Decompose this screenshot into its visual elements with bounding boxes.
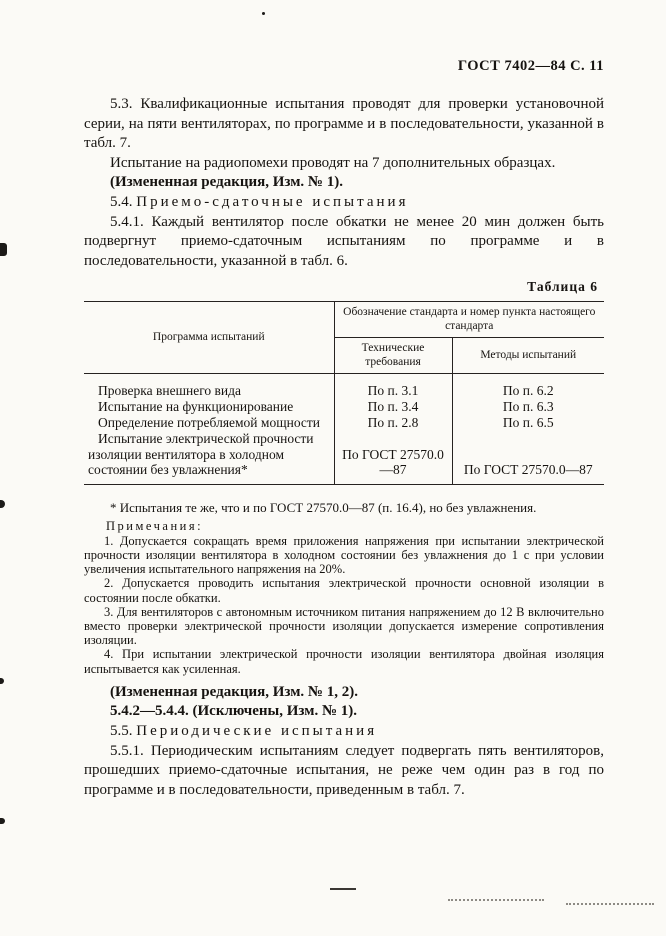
cell-method: По ГОСТ 27570.0—87 xyxy=(452,431,604,485)
scan-artifact xyxy=(0,500,5,508)
cell-tech: По п. 2.8 xyxy=(334,415,452,431)
cell-method: По п. 6.5 xyxy=(452,415,604,431)
cell-program: Проверка внешнего вида xyxy=(98,383,241,399)
section-5-5-title: Периодические испытания xyxy=(136,722,378,739)
scan-artifact xyxy=(0,678,4,684)
cell-program: Испытание электрической прочности изоляции вентилятора в холодном состоянии без увлажнения* xyxy=(88,430,314,478)
cell-method: По п. 6.3 xyxy=(452,399,604,415)
cell-tech: По ГОСТ 27570.0—87 xyxy=(334,431,452,485)
excluded-clauses-note: 5.4.2—5.4.4. (Исключены, Изм. № 1). xyxy=(110,703,358,720)
notes-section xyxy=(84,519,604,676)
scan-artifact xyxy=(448,899,544,901)
paragraph-5-4-1: 5.4.1. Каждый вентилятор после обкатки не менее 20 мин должен быть подвергнут приемо-сдаточным испытаниям по программе и в последовательности, указанной в табл. 6. xyxy=(84,213,604,269)
table-row xyxy=(84,431,604,485)
paragraph-radio-tests: Испытание на радиопомехи проводят на 7 дополнительных образцах. xyxy=(110,154,556,171)
scan-artifact xyxy=(0,243,7,256)
column-header-tech-requirements: Технические требования xyxy=(334,338,452,374)
amendment-note-1: (Измененная редакция, Изм. № 1). xyxy=(110,174,344,191)
scan-artifact xyxy=(262,12,265,15)
test-program-table xyxy=(84,301,604,485)
section-5-5-number: 5.5. xyxy=(110,722,133,739)
table-row xyxy=(84,374,604,399)
section-5-4-heading xyxy=(84,193,604,213)
column-header-program: Программа испытаний xyxy=(84,302,334,374)
column-header-test-methods: Методы испытаний xyxy=(452,338,604,374)
cell-program: Определение потребляемой мощности xyxy=(98,414,321,430)
page-header xyxy=(84,58,604,75)
section-5-4-number: 5.4. xyxy=(110,193,133,210)
table-header xyxy=(84,302,604,374)
note-item: 4. При испытании электрической прочности изоляции вентилятора двойная изоляция испытывается как усиленная. xyxy=(84,647,604,676)
table-footnote: * Испытания те же, что и по ГОСТ 27570.0—87 (п. 16.4), но без увлажнения. xyxy=(110,500,537,516)
scan-artifact xyxy=(566,903,654,905)
paragraph-5-5-1: 5.5.1. Периодическим испытаниям следует подвергать пять вентиляторов, прошедших приемо-сдаточные испытания, не реже чем один раз в год по программе и в последовательности, приведенным в табл. 7. xyxy=(84,742,604,798)
doc-reference: ГОСТ 7402—84 С. 11 xyxy=(457,58,604,74)
scan-artifact xyxy=(330,888,356,890)
cell-method: По п. 6.2 xyxy=(452,374,604,399)
table-header-row xyxy=(84,302,604,338)
cell-program: Испытание на функционирование xyxy=(98,399,294,415)
section-5-4-title: Приемо-сдаточные испытания xyxy=(136,193,409,210)
tail-text xyxy=(84,683,604,801)
table-caption: Таблица 6 xyxy=(527,279,598,295)
body-text xyxy=(84,95,604,271)
note-item: 3. Для вентиляторов с автономным источником питания напряжением до 12 В включительно вместо проверки электрической прочности изоляции допускается измерение сопротивления изоляции. xyxy=(84,604,604,648)
table-row xyxy=(84,415,604,431)
notes-title: Примечания: xyxy=(106,518,204,533)
cell-tech: По п. 3.1 xyxy=(334,374,452,399)
amendment-note-2: (Измененная редакция, Изм. № 1, 2). xyxy=(110,683,359,700)
column-group-header: Обозначение стандарта и номер пункта настоящего стандарта xyxy=(334,302,604,338)
table-body xyxy=(84,374,604,485)
section-5-5-heading xyxy=(84,722,604,742)
note-item: 2. Допускается проводить испытания электрической прочности основной изоляции в состоянии после обкатки. xyxy=(84,576,604,605)
table-row xyxy=(84,399,604,415)
cell-tech: По п. 3.4 xyxy=(334,399,452,415)
scan-artifact xyxy=(0,818,5,824)
paragraph-5-3: 5.3. Квалификационные испытания проводят для проверки установочной серии, на пяти вентиляторах, по программе и в последовательности, указанной в табл. 7. xyxy=(84,96,604,152)
note-item: 1. Допускается сокращать время приложения напряжения при испытании электрической прочности изоляции вентилятора в холодном состоянии без увлажнения до 1 с при условии увеличения испытательного напряжения на 20%. xyxy=(84,533,604,577)
